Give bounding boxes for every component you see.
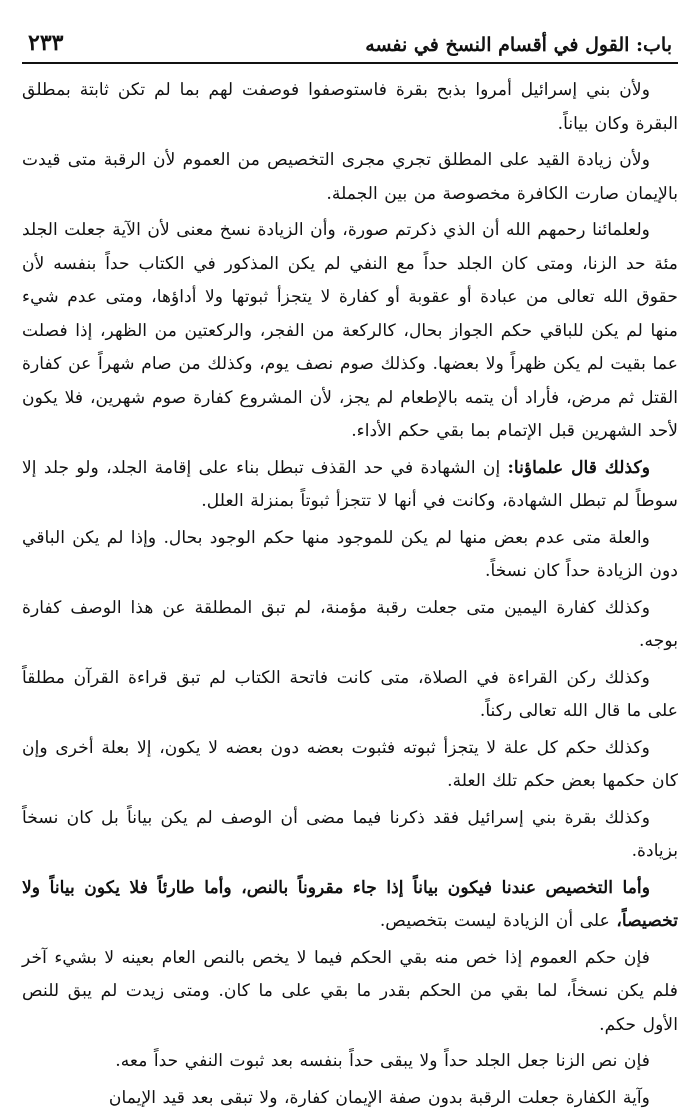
paragraph-text: وآية الكفارة جعلت الرقبة بدون صفة الإيمان كفارة، ولا تبقى بعد قيد الإيمان bbox=[109, 1088, 650, 1108]
paragraph bbox=[22, 214, 678, 449]
paragraph bbox=[22, 662, 678, 729]
paragraph-text: وكذلك كفارة اليمين متى جعلت رقبة مؤمنة، لم تبق المطلقة عن هذا الوصف كفارة بوجه. bbox=[22, 598, 678, 652]
page-header bbox=[22, 30, 678, 64]
paragraph-text: إن الشهادة في حد القذف تبطل بناء على إقامة الجلد، ولو جلد إلا سوطاً لم تبطل الشهادة، وكانت في أنها لا تتجزأ ثبوتاً بمنزلة العلل. bbox=[22, 458, 678, 512]
paragraph bbox=[22, 144, 678, 211]
paragraph-text: ولعلمائنا رحمهم الله أن الذي ذكرتم صورة، وأن الزيادة نسخ معنى لأن الآية جعلت الجلد مئة حد الزنا، ومتى كان الجلد حداً مع النفي لم يكن المذكور في الكتاب حداً بنفسه لأن حقوق الله تعالى من عبادة أو عقوبة أو كفارة لا يتجزأ ثبوتها ولا أداؤها، ومتى عدم شيء منها لم يكن للباقي حكم الجواز بحال، كالركعة من الفجر، والركعتين من الظهر، إذا فصلت عما بقيت لم يكن ظهراً ولا بعضها. وكذلك صوم نصف يوم، وكذلك من صام شهراً عن كفارة القتل ثم مرض، فأراد أن يتمه بالإطعام لم يجز، لأن المشروع كفارة صوم شهرين، فلا يكون لأحد الشهرين قبل الإتمام بما بقي حكم الأداء. bbox=[22, 220, 678, 441]
paragraph bbox=[22, 802, 678, 869]
paragraph bbox=[22, 942, 678, 1043]
paragraph-text: وكذلك بقرة بني إسرائيل فقد ذكرنا فيما مضى أن الوصف لم يكن بياناً بل كان نسخاً بزيادة. bbox=[22, 808, 678, 862]
paragraph-lead: وأما التخصيص عندنا فيكون بياناً إذا جاء مقروناً بالنص، وأما طارئاً فلا يكون بياناً ولا تخصيصاً، bbox=[22, 878, 678, 932]
paragraph-text: على أن الزيادة ليست بتخصيص. bbox=[380, 911, 616, 931]
paragraph-text: وكذلك ركن القراءة في الصلاة، متى كانت فاتحة الكتاب لم تبق قراءة القرآن مطلقاً على ما قال الله تعالى ركناً. bbox=[22, 668, 678, 722]
paragraph bbox=[22, 732, 678, 799]
paragraph bbox=[22, 872, 678, 939]
paragraph-text: ولأن زيادة القيد على المطلق تجري مجرى التخصيص من العموم لأن الرقبة متى قيدت بالإيمان صارت الكافرة مخصوصة من بين الجملة. bbox=[22, 150, 678, 204]
paragraph-text: ولأن بني إسرائيل أمروا بذبح بقرة فاستوصفوا فوصفت لهم بما لم تكن ثابتة بمطلق البقرة وكان بياناً. bbox=[22, 80, 678, 134]
paragraph-text: وكذلك حكم كل علة لا يتجزأ ثبوته فثبوت بعضه دون بعضه لا يكون، إلا بعلة أخرى وإن كان حكمها بعض حكم تلك العلة. bbox=[22, 738, 678, 792]
running-title: باب: القول في أقسام النسخ في نفسه bbox=[365, 34, 672, 56]
paragraph-lead: وكذلك قال علماؤنا: bbox=[508, 458, 651, 478]
paragraph-text: فإن حكم العموم إذا خص منه بقي الحكم فيما لا يخص بالنص العام بعينه لا بشيء آخر فلم يكن نسخاً، لما بقي من الحكم بقدر ما بقي على ما كان. ومتى زيدت لم يبق للنص الأول حكم. bbox=[22, 948, 678, 1035]
paragraph bbox=[22, 592, 678, 659]
paragraph bbox=[22, 522, 678, 589]
page-number: ٢٣٣ bbox=[28, 30, 63, 56]
paragraph bbox=[22, 1082, 678, 1115]
paragraph bbox=[22, 74, 678, 141]
paragraph-text: فإن نص الزنا جعل الجلد حداً ولا يبقى حداً بنفسه بعد ثبوت النفي حداً معه. bbox=[115, 1051, 650, 1071]
page-body bbox=[22, 64, 678, 1115]
paragraph bbox=[22, 452, 678, 519]
paragraph bbox=[22, 1045, 678, 1079]
paragraph-text: والعلة متى عدم بعض منها لم يكن للموجود منها حكم الوجود بحال. وإذا لم يكن الباقي دون الزيادة حداً كان نسخاً. bbox=[22, 528, 678, 582]
